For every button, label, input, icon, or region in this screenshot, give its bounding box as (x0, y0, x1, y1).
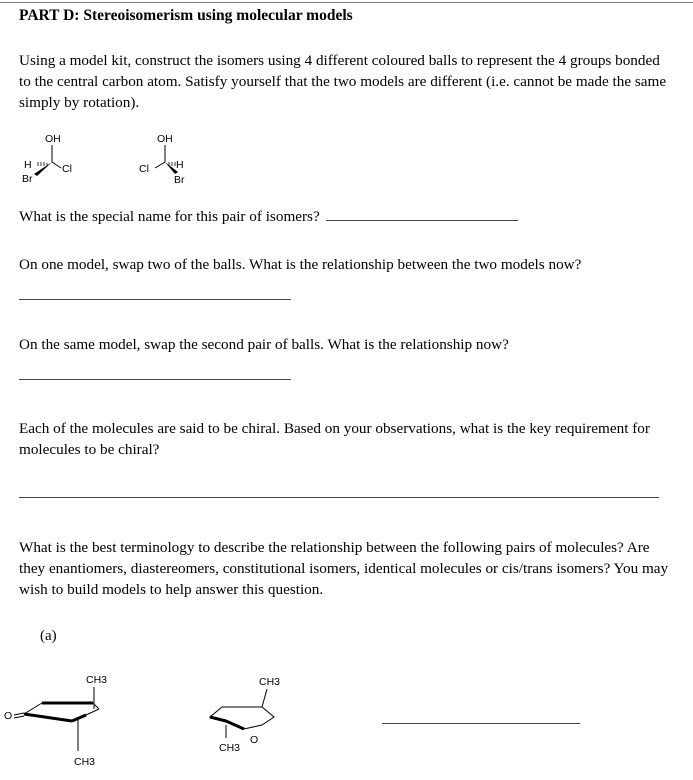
right-h-label: H (176, 159, 184, 171)
answer-line-isomer-name[interactable] (326, 219, 518, 221)
right-ch3-bottom-label: CH3 (219, 742, 241, 754)
ring-o-label: O (250, 734, 259, 746)
right-br-label: Br (174, 174, 185, 186)
question-isomer-name (19, 206, 669, 227)
answer-line-swap-second[interactable] (19, 379, 291, 380)
left-h-label: H (24, 159, 32, 171)
left-ch3-bottom-label: CH3 (74, 756, 96, 768)
enantiomer-pair-structures (15, 128, 215, 190)
question-chiral-requirement: Each of the molecules are said to be chiral. Based on your observations, what is the key requirement for molecules to be chiral? (19, 420, 650, 458)
intro-paragraph: Using a model kit, construct the isomers using 4 different coloured balls to represent the 4 groups bonded to the central carbon atom. Satisfy yourself that the two models are different (i.e. cannot be made the same simply by rotation). (19, 52, 667, 111)
right-ch3-top-label: CH3 (259, 676, 281, 688)
answer-line-chiral[interactable] (19, 497, 659, 498)
left-hashed-bond (38, 162, 47, 166)
answer-line-part-a[interactable] (382, 723, 580, 724)
right-hashed-bond (169, 162, 175, 166)
section-heading: PART D: Stereoisomerism using molecular models (19, 7, 353, 24)
cyclohexanone-chair (4, 674, 107, 768)
question-terminology: What is the best terminology to describe the relationship between the following pairs of molecules? Are they enantiomers, diastereomers, constitutional isomers, identical molecules or cis/trans isomers? You may wish to build models to help answer this question. (19, 539, 669, 598)
ketone-o-label: O (4, 710, 13, 722)
right-cl-label: Cl (139, 163, 149, 175)
question-swap-two: On one model, swap two of the balls. What is the relationship between the two models now? (19, 256, 582, 273)
left-cl-label: Cl (62, 163, 72, 175)
page-top-rule (0, 2, 693, 3)
left-ch3-top-label: CH3 (86, 674, 108, 686)
part-a-label: (a) (40, 628, 57, 644)
answer-line-swap-two[interactable] (19, 299, 291, 300)
oxane-ring (210, 676, 280, 754)
right-stereocenter-structure (139, 133, 185, 186)
right-cl-bond (155, 162, 165, 168)
left-cl-bond (52, 162, 61, 168)
left-wedge-bond (34, 162, 52, 176)
right-oh-label: OH (157, 133, 173, 145)
question-swap-second: On the same model, swap the second pair of balls. What is the relationship now? (19, 336, 509, 353)
left-stereocenter-structure (22, 133, 72, 185)
left-br-label: Br (22, 173, 33, 185)
part-a-structures (0, 665, 320, 775)
left-oh-label: OH (45, 133, 61, 145)
question-isomer-name-text: What is the special name for this pair of isomers? (19, 208, 320, 225)
